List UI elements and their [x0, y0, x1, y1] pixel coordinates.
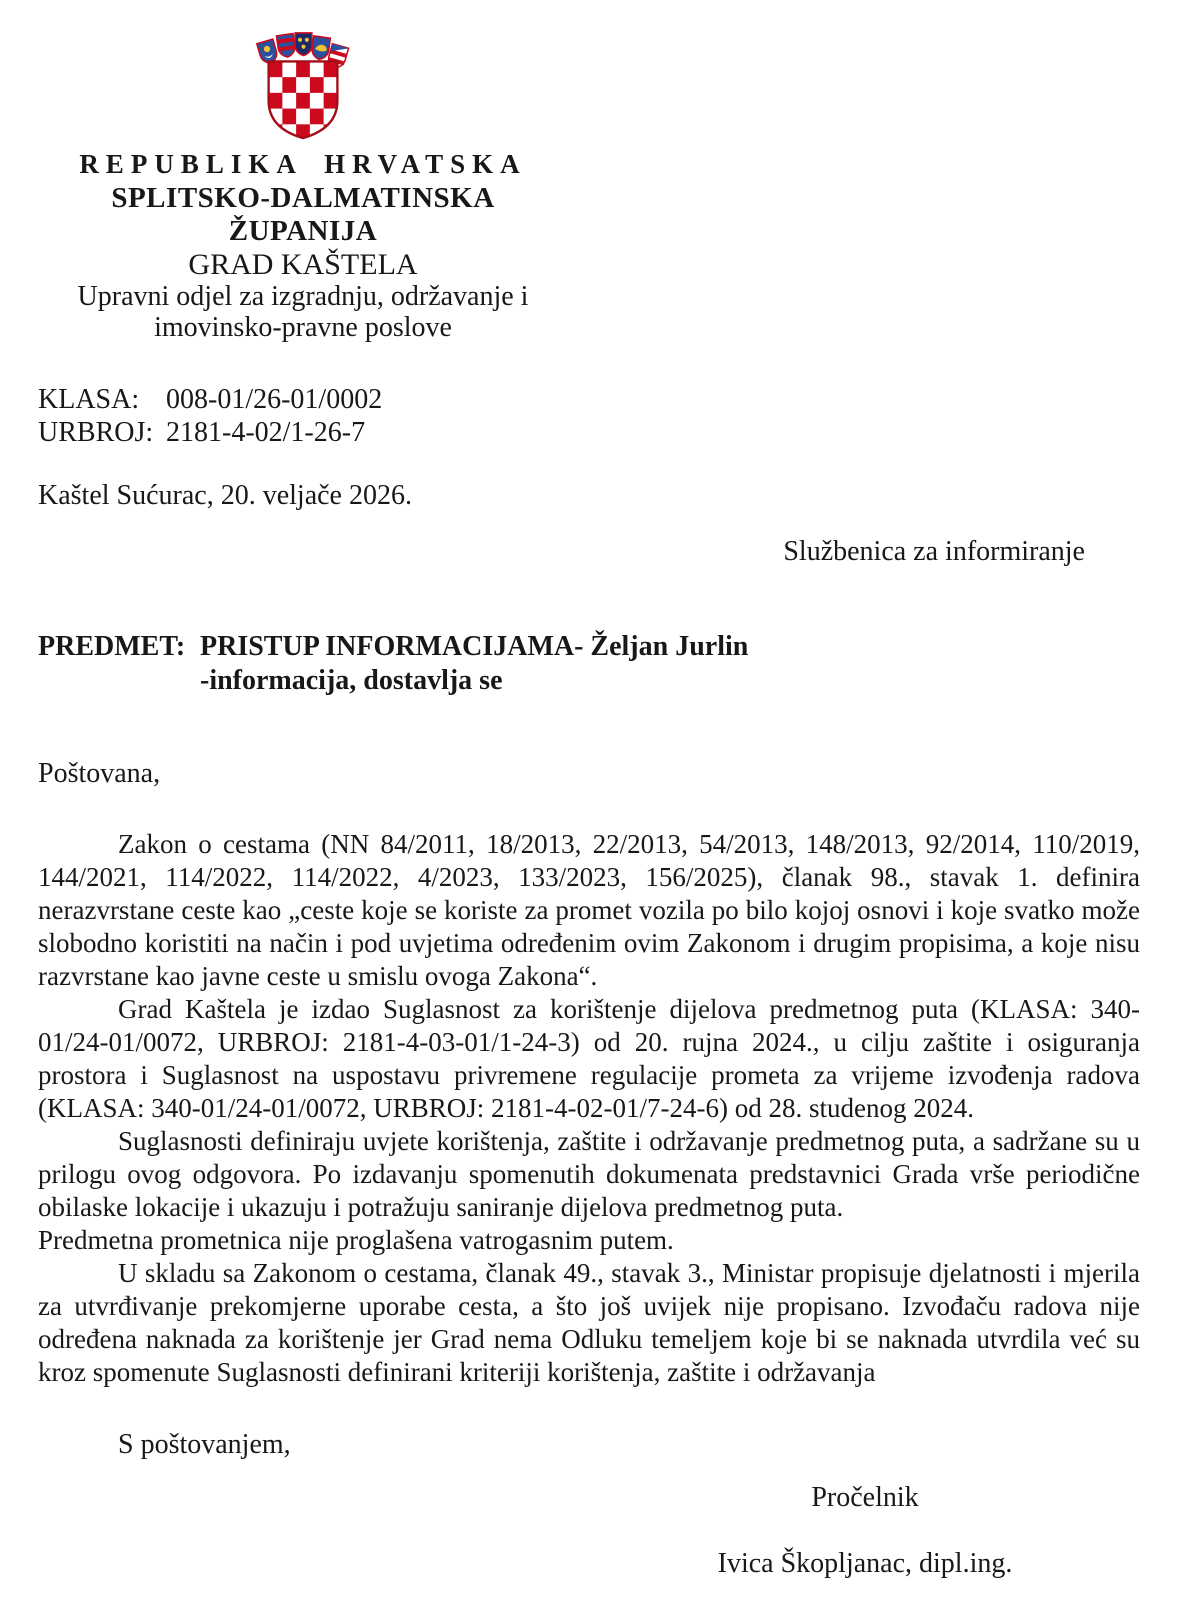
- urbroj-row: [38, 416, 1140, 449]
- urbroj-label: URBROJ:: [38, 417, 154, 448]
- klasa-value: 008-01/26-01/0002: [166, 384, 383, 415]
- signer-title: Pročelnik: [811, 1482, 919, 1513]
- salutation: Poštovana,: [38, 758, 161, 789]
- letterhead-department-line1: Upravni odjel za izgradnju, održavanje i: [77, 281, 529, 312]
- letterhead-country: REPUBLIKA HRVATSKA: [79, 149, 527, 179]
- klasa-row: [38, 383, 1140, 416]
- signer-name: Ivica Škopljanac, dipl.ing.: [717, 1548, 1013, 1579]
- subject-label: PREDMET:: [38, 631, 186, 662]
- klasa-label: KLASA:: [38, 384, 140, 415]
- paragraph: Predmetna prometnica nije proglašena vatrogasnim putem.: [38, 1225, 674, 1255]
- document-meta: [38, 383, 1140, 512]
- recipient-line: Službenica za informiranje: [783, 536, 1085, 567]
- subject-text: [200, 630, 748, 698]
- urbroj-value: 2181-4-02/1-26-7: [166, 417, 366, 448]
- subject-line1: PRISTUP INFORMACIJAMA- Željan Jurlin: [200, 631, 749, 662]
- subject-block: [38, 630, 1140, 698]
- paragraph: U skladu sa Zakonom o cestama, članak 49., stavak 3., Ministar propisuje djelatnosti i mjerila za utvrđivanje prekomjerne uporabe cesta, a što još uvijek nije propisano. Izvođaču radova nije određena naknada za korištenje jer Grad nema Odluku temeljem koje bi se naknada utvrdila već su kroz spomenute Suglasnosti definirani kriteriji korištenja, zaštite i održavanja: [38, 1258, 1140, 1387]
- closing-line: S poštovanjem,: [118, 1429, 291, 1460]
- paragraph: Zakon o cestama (NN 84/2011, 18/2013, 22/2013, 54/2013, 148/2013, 92/2014, 110/2019, 144/2021, 114/2022, 114/2022, 4/2023, 133/2023, 156/2025), članak 98., stavak 1. definira nerazvrstane ceste kao „ceste koje se koriste za promet vozila po bilo kojoj osnovi i koje svatko može slobodno koristiti na način i pod uvjetima određenim ovim Zakonom i drugim propisima, a koje nisu razvrstane kao javne ceste u smislu ovoga Zakona“.: [38, 829, 1140, 991]
- letter-body: [38, 828, 1140, 1389]
- letterhead-city: GRAD KAŠTELA: [188, 248, 418, 281]
- signature-block: [640, 1482, 1090, 1580]
- croatian-coat-of-arms-icon: [38, 28, 568, 142]
- letterhead-county: SPLITSKO-DALMATINSKA ŽUPANIJA: [111, 182, 495, 247]
- paragraph: Suglasnosti definiraju uvjete korištenja, zaštite i održavanje predmetnog puta, a sadržane su u prilogu ovog odgovora. Po izdavanju spomenutih dokumenata predstavnici Grada vrše periodične obilaske lokacije i ukazuju i potražuju saniranje dijelova predmetnog puta.: [38, 1126, 1140, 1222]
- place-and-date: Kaštel Sućurac, 20. veljače 2026.: [38, 480, 412, 511]
- subject-line2: -informacija, dostavlja se: [200, 665, 503, 696]
- letterhead: [38, 28, 568, 343]
- letterhead-department-line2: imovinsko-pravne poslove: [154, 312, 452, 343]
- paragraph: Grad Kaštela je izdao Suglasnost za korištenje dijelova predmetnog puta (KLASA: 340-01/24-01/0072, URBROJ: 2181-4-03-01/1-24-3) od 20. rujna 2024., u cilju zaštite i osiguranja prostora i Suglasnost na uspostavu privremene regulacije prometa za vrijeme izvođenja radova (KLASA: 340-01/24-01/0072, URBROJ: 2181-4-02-01/7-24-6) od 28. studenog 2024.: [38, 994, 1140, 1123]
